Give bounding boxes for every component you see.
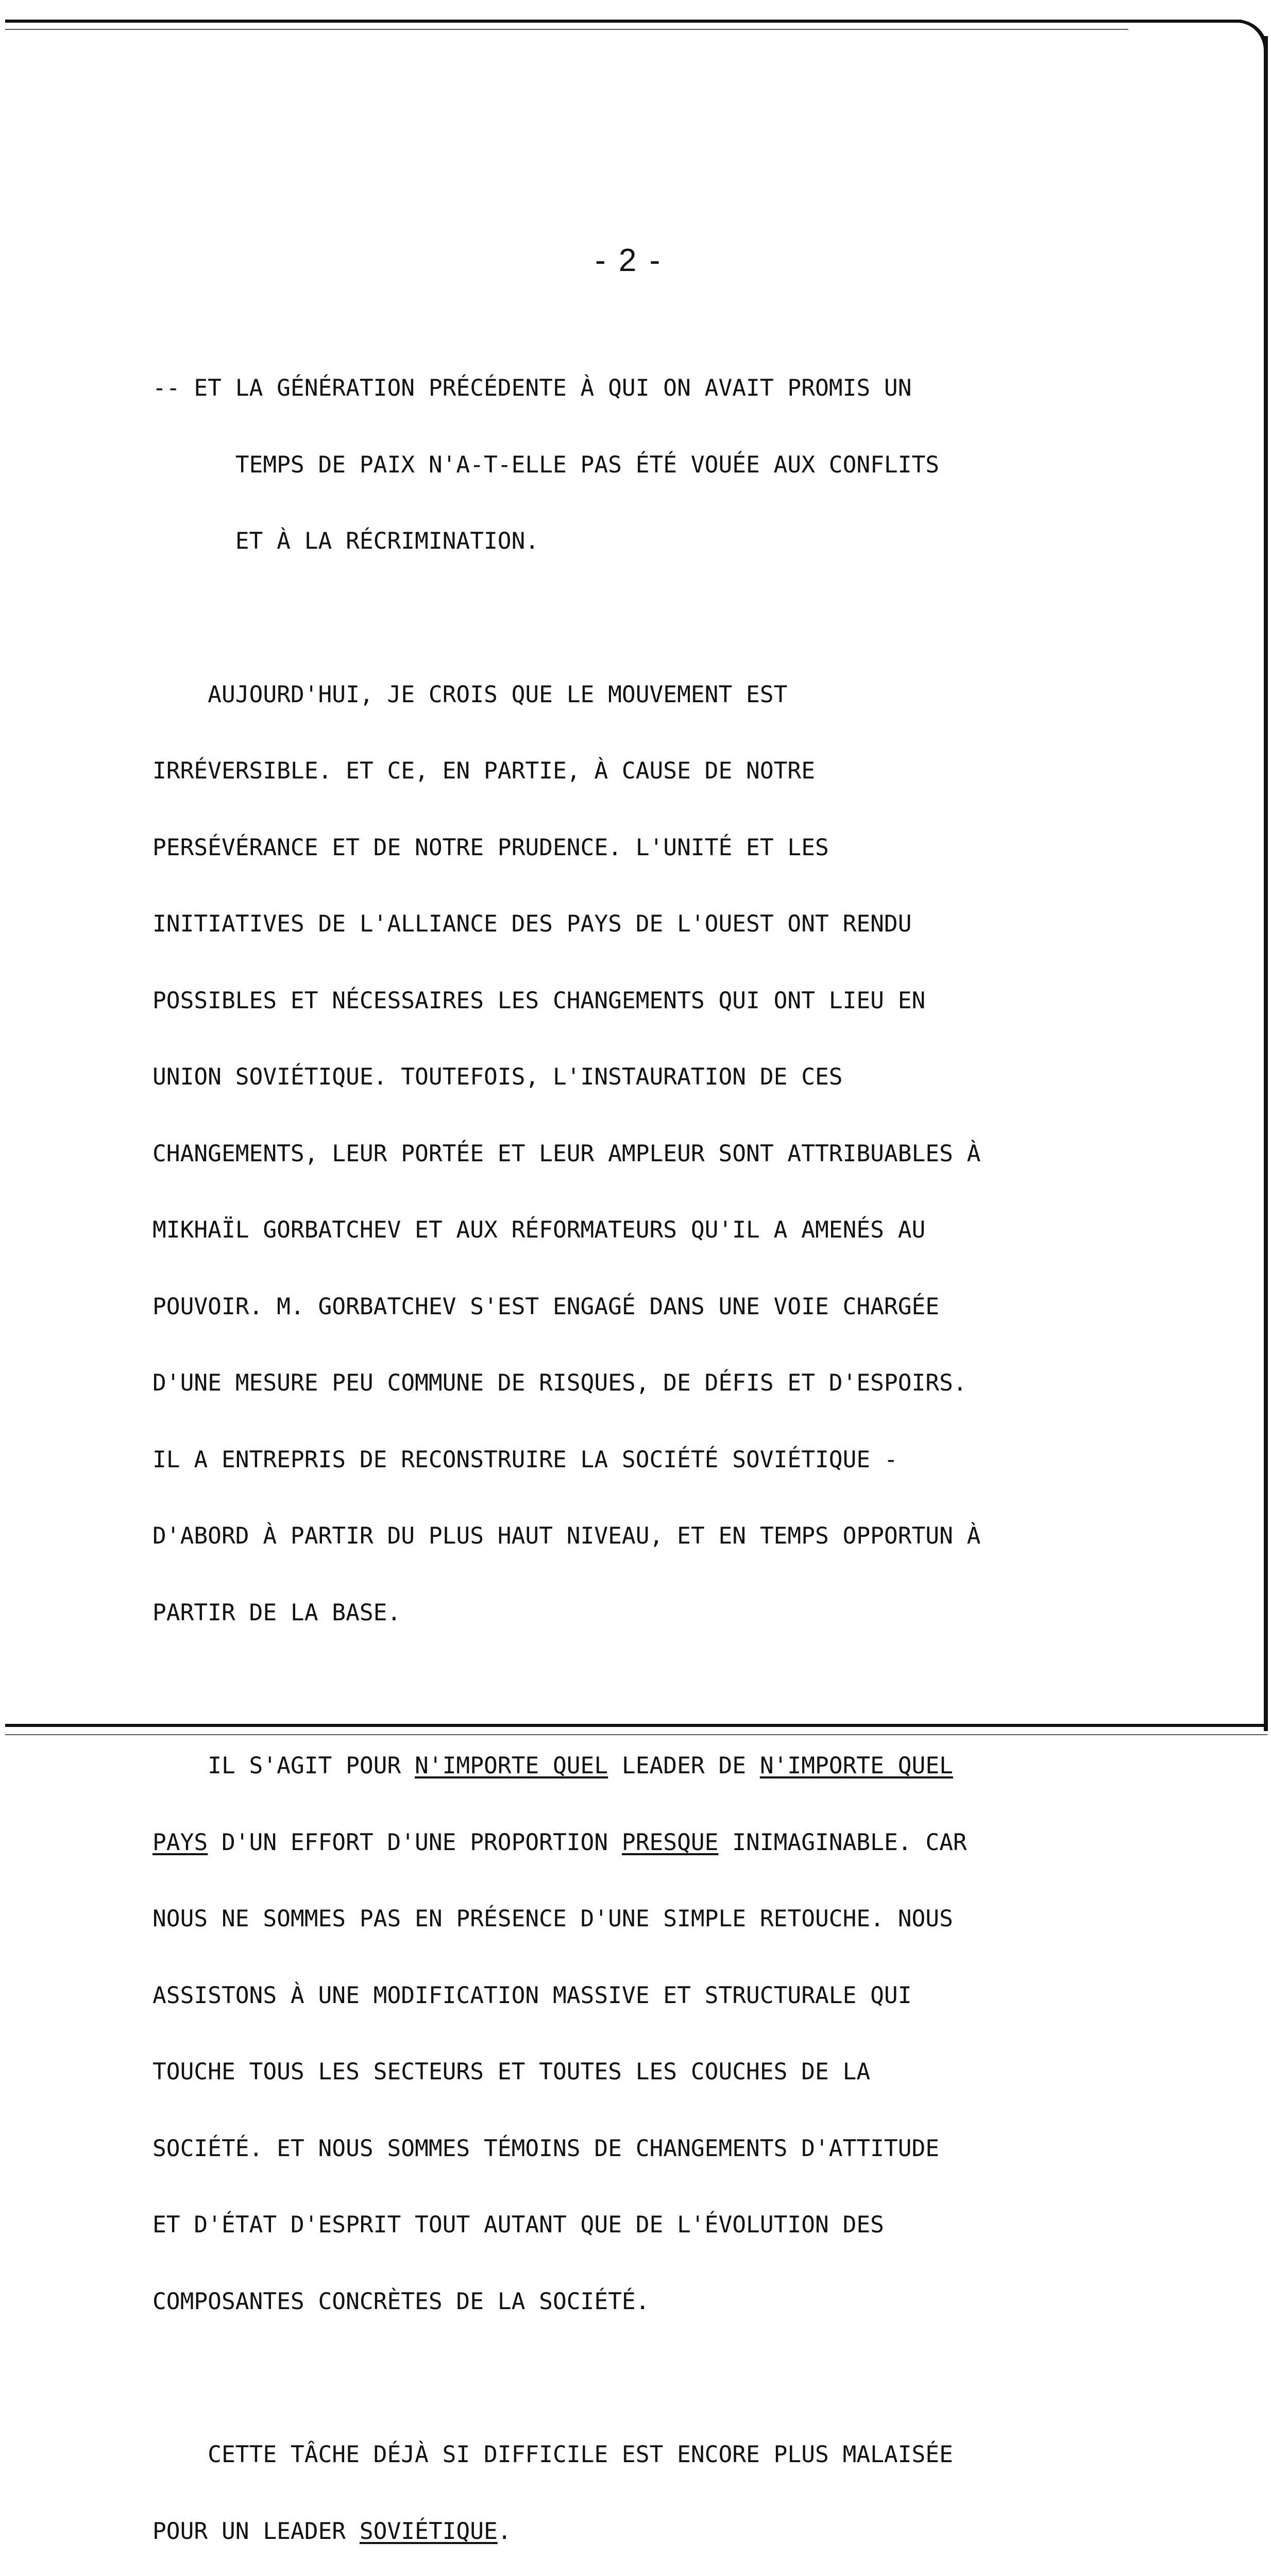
text-segment: POUR UN LEADER [152, 2518, 360, 2545]
text-segment: IL S'AGIT POUR [152, 1753, 415, 1779]
underlined-text: SOVIÉTIQUE [359, 2518, 498, 2545]
underlined-text: PRESQUE [621, 1829, 719, 1856]
text-line: TEMPS DE PAIX N'A-T-ELLE PAS ÉTÉ VOUÉE AUX CONFLITS [152, 451, 940, 478]
text-line: IRRÉVERSIBLE. ET CE, EN PARTIE, À CAUSE DE NOTRE [152, 758, 815, 784]
text-segment: D'UN EFFORT D'UNE PROPORTION [208, 1829, 622, 1856]
text-segment: INIMAGINABLE. CAR [718, 1829, 967, 1856]
page-border-top-thin [5, 29, 1128, 30]
text-line: PARTIR DE LA BASE. [152, 1599, 401, 1626]
underlined-text: N'IMPORTE QUEL [759, 1753, 953, 1779]
page-border-right [1264, 36, 1268, 1731]
text-line: D'UNE MESURE PEU COMMUNE DE RISQUES, DE DÉFIS ET D'ESPOIRS. [152, 1370, 967, 1396]
text-line: -- ET LA GÉNÉRATION PRÉCÉDENTE À QUI ON AVAIT PROMIS UN [152, 375, 912, 401]
text-line: POSSIBLES ET NÉCESSAIRES LES CHANGEMENTS QUI ONT LIEU EN [152, 987, 926, 1014]
text-line: ET À LA RÉCRIMINATION. [152, 528, 539, 554]
text-line: AUJOURD'HUI, JE CROIS QUE LE MOUVEMENT EST [152, 681, 788, 708]
text-line: CETTE TÂCHE DÉJÀ SI DIFFICILE EST ENCORE PLUS MALAISÉE [152, 2442, 953, 2468]
text-segment: . [497, 2518, 512, 2545]
text-line: POUVOIR. M. GORBATCHEV S'EST ENGAGÉ DANS UNE VOIE CHARGÉE [152, 1293, 940, 1320]
text-segment: LEADER DE [608, 1753, 760, 1779]
text-line: PERSÉVÉRANCE ET DE NOTRE PRUDENCE. L'UNITÉ ET LES [152, 834, 829, 861]
text-line: ASSISTONS À UNE MODIFICATION MASSIVE ET STRUCTURALE QUI [152, 1982, 912, 2009]
text-line: NOUS NE SOMMES PAS EN PRÉSENCE D'UNE SIMPLE RETOUCHE. NOUS [152, 1906, 953, 1932]
page-border-top [5, 20, 1242, 23]
text-line: MIKHAÏL GORBATCHEV ET AUX RÉFORMATEURS QU'IL A AMENÉS AU [152, 1217, 926, 1243]
text-line: D'ABORD À PARTIR DU PLUS HAUT NIVEAU, ET EN TEMPS OPPORTUN À [152, 1523, 981, 1549]
text-line: CHANGEMENTS, LEUR PORTÉE ET LEUR AMPLEUR SONT ATTRIBUABLES À [152, 1140, 981, 1167]
text-line: IL A ENTREPRIS DE RECONSTRUIRE LA SOCIÉTÉ SOVIÉTIQUE - [152, 1446, 898, 1473]
text-line: ET D'ÉTAT D'ESPRIT TOUT AUTANT QUE DE L'ÉVOLUTION DES [152, 2212, 884, 2238]
text-line [152, 1753, 1100, 1779]
underlined-text: PAYS [152, 1829, 208, 1856]
underlined-text: N'IMPORTE QUEL [415, 1753, 608, 1779]
page-border-corner [1232, 20, 1268, 50]
text-line: SOCIÉTÉ. ET NOUS SOMMES TÉMOINS DE CHANGEMENTS D'ATTITUDE [152, 2135, 940, 2162]
text-line [152, 2519, 1100, 2545]
page-number: - 2 - [595, 243, 663, 278]
text-line: TOUCHE TOUS LES SECTEURS ET TOUTES LES COUCHES DE LA [152, 2059, 871, 2085]
text-line [152, 1830, 1100, 1856]
text-line: INITIATIVES DE L'ALLIANCE DES PAYS DE L'OUEST ONT RENDU [152, 911, 912, 937]
text-line: COMPOSANTES CONCRÈTES DE LA SOCIÉTÉ. [152, 2288, 650, 2315]
text-line: UNION SOVIÉTIQUE. TOUTEFOIS, L'INSTAURATION DE CES [152, 1064, 843, 1090]
document-body [152, 325, 1100, 2576]
